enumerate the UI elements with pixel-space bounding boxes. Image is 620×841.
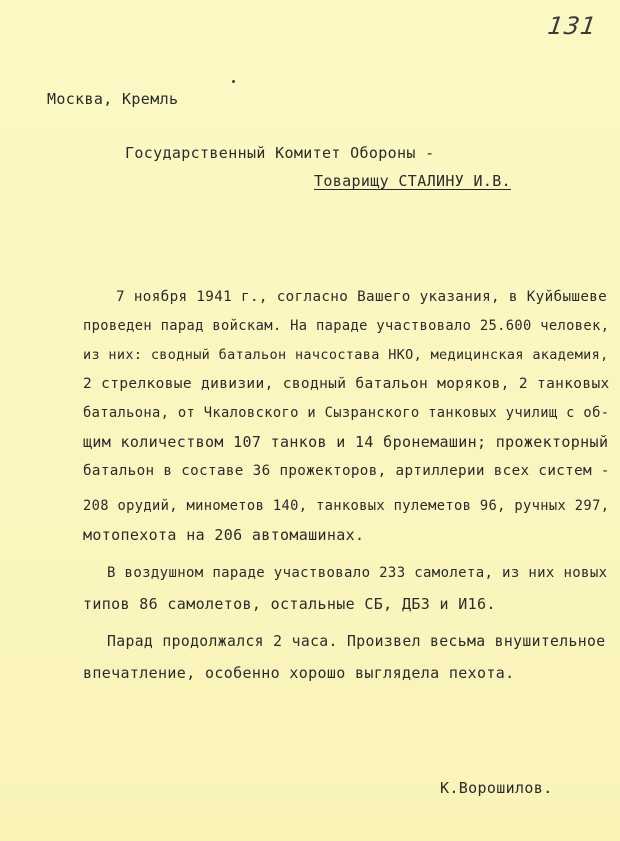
body-line: В воздушном параде участвовало 233 самолета, из них новых	[107, 565, 608, 581]
signature: К.Ворошилов.	[440, 779, 553, 797]
body-line: впечатление, особенно хорошо выглядела пехота.	[83, 664, 515, 682]
body-line: 208 орудий, минометов 140, танковых пулеметов 96, ручных 297,	[83, 498, 610, 514]
ink-dot	[232, 80, 235, 83]
recipient-line-2: Товарищу СТАЛИНУ И.В.	[314, 172, 511, 190]
body-line: 7 ноября 1941 г., согласно Вашего указания, в Куйбышеве	[116, 289, 608, 305]
body-line: 2 стрелковые дивизии, сводный батальон моряков, 2 танковых	[83, 376, 610, 392]
address-line: Москва, Кремль	[47, 90, 179, 108]
body-line: батальона, от Чкаловского и Сызранского танковых училищ с об-	[83, 405, 610, 421]
body-line: из них: сводный батальон начсостава НКО, медицинская академия,	[83, 347, 609, 363]
body-line: типов 86 самолетов, остальные СБ, ДБ3 и И16.	[83, 595, 496, 613]
body-line: Парад продолжался 2 часа. Произвел весьма внушительное	[107, 633, 606, 650]
body-line: проведен парад войскам. На параде участвовало 25.600 человек,	[83, 318, 610, 334]
recipient-line-1: Государственный Комитет Обороны -	[125, 144, 435, 162]
page-number: 131	[546, 12, 599, 40]
body-line: щим количеством 107 танков и 14 бронемашин; прожекторный	[83, 433, 609, 451]
body-line: батальон в составе 36 прожекторов, артиллерии всех систем -	[83, 463, 610, 479]
body-line: мотопехота на 206 автомашинах.	[83, 526, 365, 544]
